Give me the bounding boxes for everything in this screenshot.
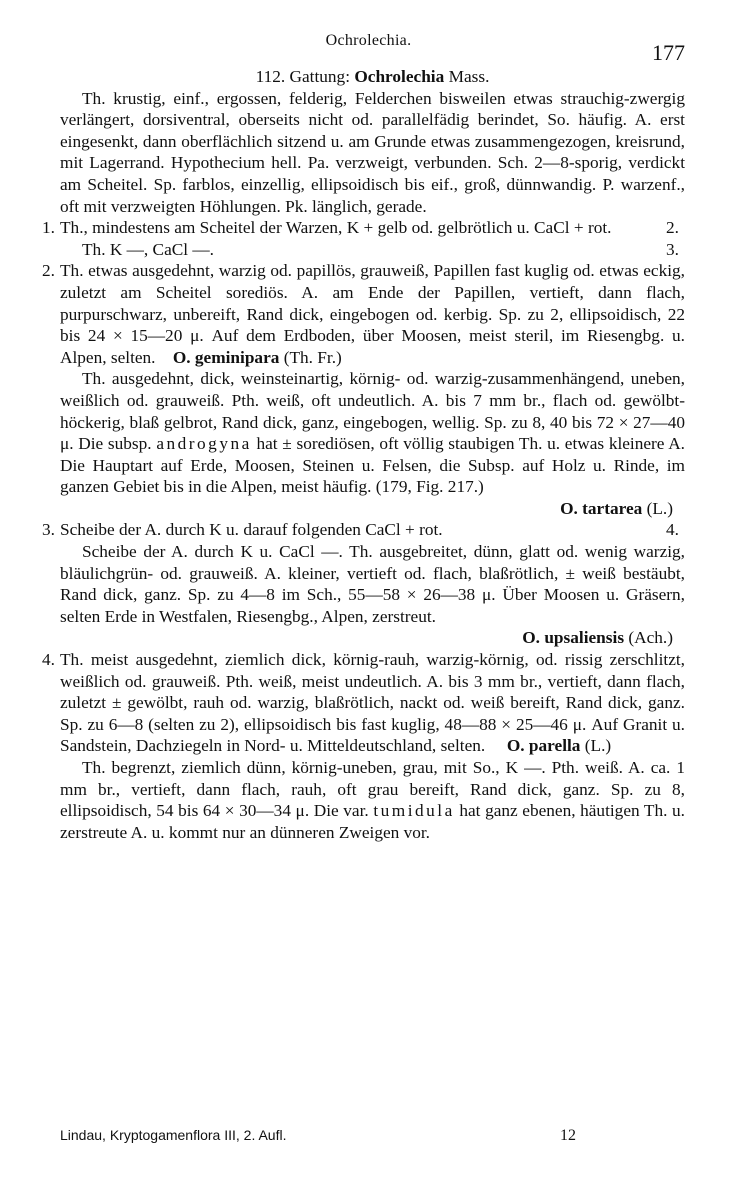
genus-author: Mass.: [448, 67, 490, 86]
running-head: Ochrolechia.: [325, 32, 412, 49]
key-2-species-a-wrap: [160, 348, 342, 367]
key-3-lead-a: [42, 519, 685, 541]
key-2-text-b-1: Th. ausgedehnt, dick, weinsteinartig, körnig- od. warzig-zusammenhängend, uneben, weißlich od. grauweiß. Pth. weiß, oft undeutlich. A. bis 7 mm br., flach od. gewölbt-höckerig, blaß gelbrot, Rand dick, ganz, eingebogen, wellig. Sp. zu 8, 40 bis 72 × 27—40 μ. Die subsp.: [60, 369, 685, 454]
key-2-author-a: (Th. Fr.): [283, 347, 342, 367]
key-3-species-b: O. upsaliensis: [522, 628, 625, 648]
genus-heading: [60, 66, 685, 88]
footer-source: Lindau, Kryptogamenflora III, 2. Aufl.: [60, 1127, 287, 1143]
key-4-number: 4.: [42, 650, 55, 670]
key-4-var-name: tumidula: [373, 801, 455, 821]
key-2-species-b: O. tartarea: [560, 498, 643, 518]
key-1-lead-b: [60, 239, 685, 261]
body-text: [42, 66, 686, 843]
key-3-lead-b: [60, 541, 685, 627]
genus-name: Ochrolechia: [354, 67, 445, 86]
key-2-lead-b: [60, 368, 685, 498]
key-4-author-a: (L.): [584, 736, 612, 756]
key-2-subsp-name: androgyna: [156, 434, 252, 454]
key-2-lead-a: [42, 260, 685, 368]
key-2-species-b-line: [60, 498, 685, 520]
key-2-author-b: (L.): [646, 498, 673, 518]
page-number: 177: [652, 40, 685, 65]
key-2-species-a: O. geminipara: [172, 347, 280, 367]
key-2-number: 2.: [42, 261, 55, 281]
key-3-species-b-line: [60, 627, 685, 649]
key-4-species-a-wrap: [490, 736, 612, 755]
key-2-text-a: Th. etwas ausgedehnt, warzig od. papillös, grauweiß, Papillen fast kuglig od. etwas eckig, zuletzt am Scheitel sorediös. A. am Ende der Papillen, vertieft, dann flach, purpurschwarz, unbereift, Rand dick, eingebogen od. kerbig. Sp. zu 2, ellipsoidisch, 22 bis 24 × 15—20 μ. Auf dem Erdboden, über Moosen, meist steril, im Riesengbg. u. Alpen, selten.: [60, 261, 685, 367]
key-4-text-a: Th. meist ausgedehnt, ziemlich dick, körnig-rauh, warzig-körnig, od. rissig zerschlitzt, weißlich od. grauweiß. Pth. weiß, meist undeutlich. A. bis 3 mm br., vertieft, dann flach, zuletzt ± gewölbt, rauh od. warzig, blaßrötlich, nackt od. weiß bereift, Rand dick, ganz. Sp. zu 6—8 (selten zu 2), ellipsoidisch bis fast kuglig, 48—88 × 25—46 μ. Auf Granit u. Sandstein, Dachziegeln in Nord- u. Mitteldeutschland, selten.: [60, 650, 685, 756]
key-1-text-a: Th., mindestens am Scheitel der Warzen, K + gelb od. gelbrötlich u. CaCl + rot.: [60, 218, 612, 238]
key-1-ref-a: 2.: [666, 218, 679, 238]
key-3-ref-a: 4.: [666, 520, 679, 540]
key-3-text-b: Scheibe der A. durch K u. CaCl —. Th. ausgebreitet, dünn, glatt od. wenig warzig, bläulichgrün- od. grauweiß. A. kleiner, vertieft od. flach, blaßrötlich, ± weiß bestäubt, Rand dick, ganz. Sp. zu 4—8 im Sch., 55—58 × 26—38 μ. Über Moosen u. Gräsern, selten Erde in Westfalen, Riesengbg., Alpen, zerstreut.: [60, 542, 685, 626]
genus-number: 112. Gattung:: [255, 67, 350, 86]
key-4-text-b-2: hat ganz ebenen, häutigen Th. u. zerstreute A. u. kommt nur an dünneren Zweigen vor.: [60, 801, 685, 842]
key-4-lead-a: [42, 649, 685, 757]
key-1-ref-b: 3.: [666, 239, 679, 259]
key-1-lead-a: [42, 217, 685, 239]
key-1-text-b: Th. K —, CaCl —.: [82, 239, 215, 259]
key-3-number: 3.: [42, 520, 55, 540]
footer: [60, 1127, 685, 1143]
key-4-text-b-1: Th. begrenzt, ziemlich dünn, körnig-uneben, grau, mit So., K —. Pth. weiß. A. ca. 1 mm br., vertieft, dann flach, rauh, oft grau bereift, Rand dick, ganz. Sp. zu 8, ellipsoidisch, 54 bis 64 × 30—34 μ. Die var.: [60, 758, 685, 821]
key-4-lead-b: [60, 757, 685, 843]
footer-signature: 12: [560, 1127, 576, 1144]
key-3-text-a: Scheibe der A. durch K u. darauf folgenden CaCl + rot.: [60, 520, 443, 540]
key-2-text-b-2: hat ± sorediösen, oft völlig staubigen Th. u. etwas kleinere A. Die Hauptart auf Erde, Moosen, Steinen u. Felsen, die Subsp. auf Holz u. Rinde, im ganzen Gebiet bis in die Alpen, meist häufig. (179, Fig. 217.): [60, 434, 686, 497]
key-4-species-a: O. parella: [506, 736, 581, 756]
key-3-author-b: (Ach.): [628, 628, 673, 648]
genus-description: Th. krustig, einf., ergossen, felderig, Felderchen bisweilen etwas strauchig-zwergig verlängert, dorsiventral, oberseits nicht od. parallelfädig berindet, So. häufig. A. erst eingesenkt, dann oberflächlich sitzend u. am Grunde etwas zusammengezogen, kreisrund, mit Lagerrand. Hypothecium hell. Pa. verzweigt, verbunden. Sch. 2—8-sporig, verdickt am Scheitel. Sp. farblos, einzellig, ellipsoidisch bis eif., groß, dünnwandig. P. warzenf., oft mit verzweigten Höhlungen. Pk. länglich, gerade.: [60, 88, 685, 216]
key-1-number: 1.: [42, 218, 55, 238]
